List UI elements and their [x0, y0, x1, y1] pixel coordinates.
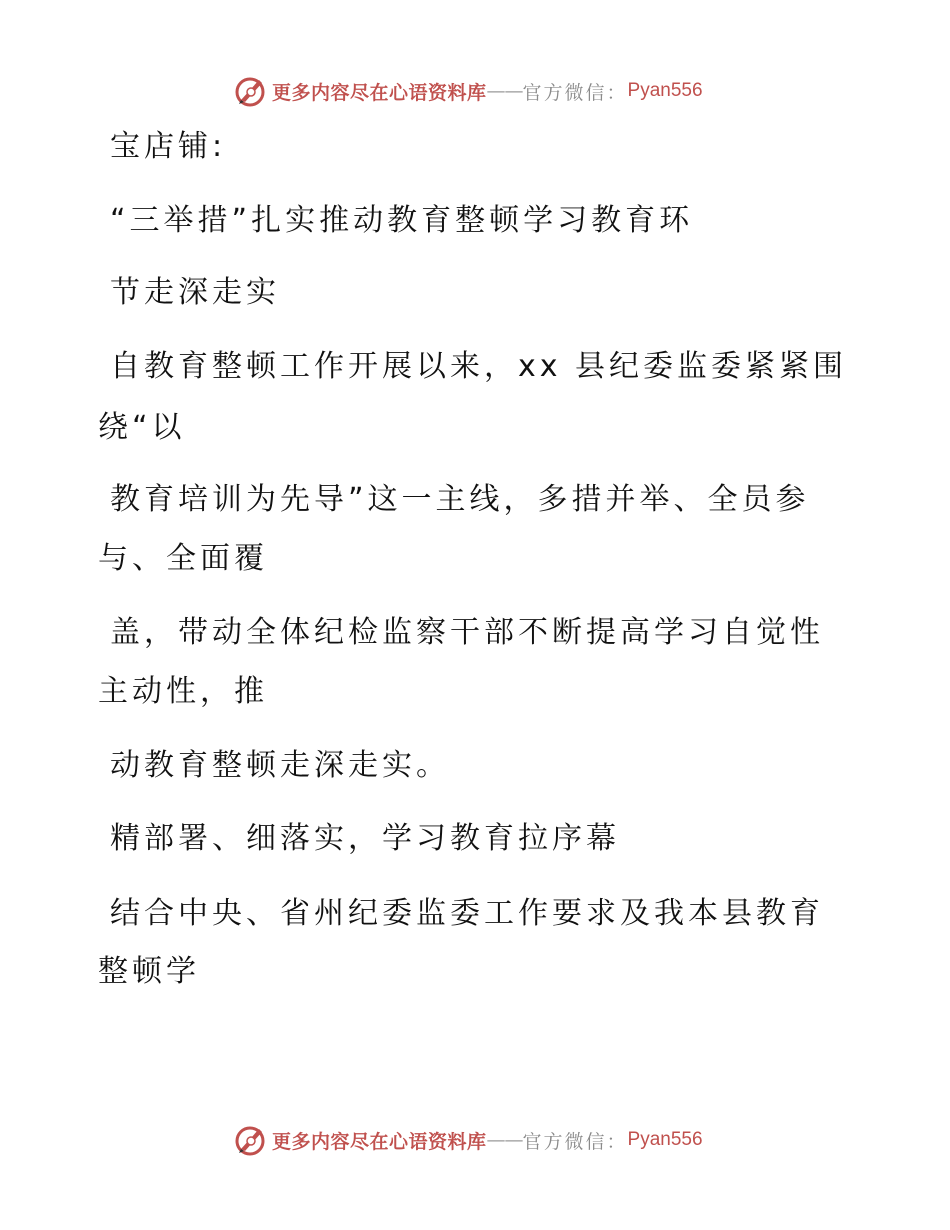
body-line-8: 盖，带动全体纪检监察干部不断提高学习自觉性 [110, 615, 824, 650]
body-line-4: 自教育整顿工作开展以来，xx 县纪委监委紧紧围 [110, 349, 848, 384]
footer-banner [232, 1120, 703, 1160]
banner-wechat-id: Pyan556 [627, 80, 703, 101]
banner-wechat-label: 官方微信： [522, 81, 628, 104]
body-line-13: 整顿学 [98, 954, 200, 989]
quill-pen-logo-icon [232, 73, 268, 109]
banner-brand-text: 更多内容尽在心语资料库 [272, 81, 487, 104]
body-line-12: 结合中央、省州纪委监委工作要求及我本县教育 [110, 896, 824, 931]
body-line-11: 精部署、细落实，学习教育拉序幕 [110, 821, 620, 856]
banner-dash: —— [486, 80, 523, 102]
body-line-9: 主动性，推 [98, 674, 268, 709]
body-line-7: 与、全面覆 [98, 541, 268, 576]
banner-wechat-id: Pyan556 [627, 1129, 703, 1150]
header-banner [232, 71, 703, 111]
body-line-3: 节走深走实 [110, 275, 280, 310]
body-line-10: 动教育整顿走深走实。 [110, 748, 450, 783]
body-line-2: “三举措”扎实推动教育整顿学习教育环 [110, 203, 694, 238]
banner-wechat-label: 官方微信： [522, 1130, 628, 1153]
body-line-6: 教育培训为先导”这一主线，多措并举、全员参 [110, 482, 810, 517]
quill-pen-logo-icon [232, 1122, 268, 1158]
banner-dash: —— [486, 1129, 523, 1151]
banner-brand-text: 更多内容尽在心语资料库 [272, 1130, 487, 1153]
body-line-1: 宝店铺: [110, 129, 227, 164]
body-line-5: 绕“以 [98, 410, 186, 445]
